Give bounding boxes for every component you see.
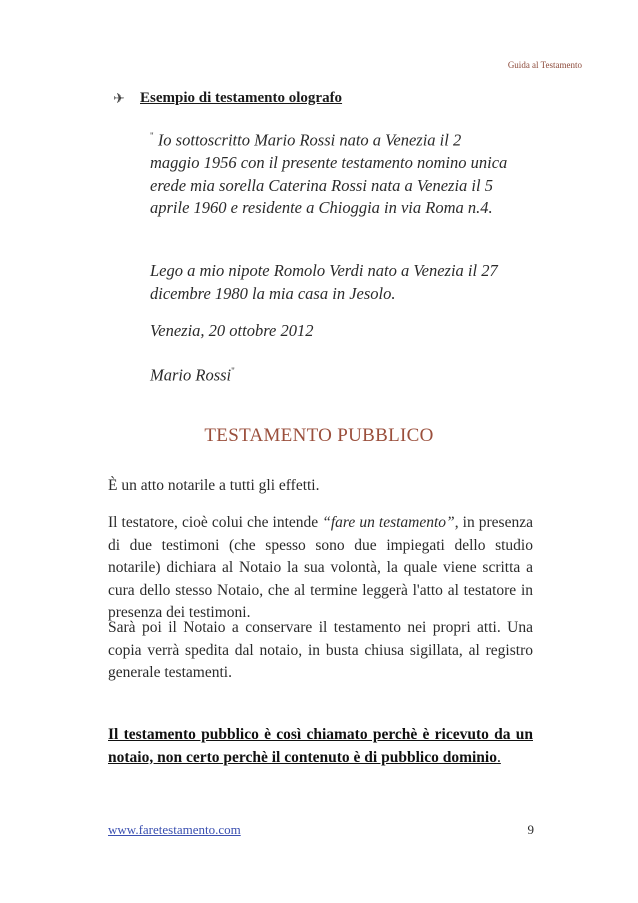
body-text-4-bold: Il testamento pubblico è così chiamato perchè è ricevuto da un notaio, non certo perchè il contenuto è di pubblico dominio — [108, 726, 533, 766]
airplane-bullet-icon: ✈ — [113, 90, 125, 107]
example-text-1: Io sottoscritto Mario Rossi nato a Venezia il 2 maggio 1956 con il presente testamento nomino unica erede mia sorella Caterina Rossi nata a Venezia il 5 aprile 1960 e residente a Chioggia in via Roma n.4. — [150, 130, 508, 217]
body-paragraph-1 — [108, 475, 533, 498]
running-header: Guida al Testamento — [507, 60, 582, 70]
example-heading — [108, 90, 342, 107]
example-place-date — [150, 320, 510, 343]
body-paragraph-4 — [108, 724, 533, 769]
close-quote-mark: " — [231, 366, 235, 376]
body-text-2b: , in presenza di due testimoni (che spesso sono due impiegati dello studio notarile) dichiara al Notaio la sua volontà, la quale viene scritta a cura dello stesso Notaio, che al termine leggerà l'atto al testatore in presenza dei testimoni. — [108, 514, 533, 621]
example-title: Esempio di testamento olografo — [140, 90, 343, 106]
open-quote-mark: " — [150, 131, 154, 141]
example-text-2: Lego a mio nipote Romolo Verdi nato a Venezia il 27 dicembre 1980 la mia casa in Jesolo. — [150, 261, 498, 303]
body-text-3: Sarà poi il Notaio a conservare il testamento nei propri atti. Una copia verrà spedita dal notaio, in busta chiusa sigillata, al registro generale testamenti. — [108, 619, 533, 681]
body-paragraph-3 — [108, 617, 533, 685]
page-number: 9 — [527, 822, 534, 837]
body-text-4-end: . — [496, 748, 501, 766]
example-paragraph-1 — [150, 125, 510, 220]
section-title: TESTAMENTO PUBBLICO — [204, 425, 434, 446]
example-paragraph-2 — [150, 260, 510, 305]
body-quote-text: “fare un testamento” — [322, 514, 455, 531]
signature-text: Mario Rossi — [150, 365, 232, 385]
place-date-text: Venezia, 20 ottobre 2012 — [150, 321, 314, 340]
example-signature — [150, 360, 510, 387]
website-link[interactable]: www.faretestamento.com — [108, 822, 241, 837]
body-paragraph-2 — [108, 512, 533, 625]
body-text-1: È un atto notarile a tutti gli effetti. — [108, 477, 320, 494]
body-text-2a: Il testatore, cioè colui che intende — [108, 514, 323, 531]
